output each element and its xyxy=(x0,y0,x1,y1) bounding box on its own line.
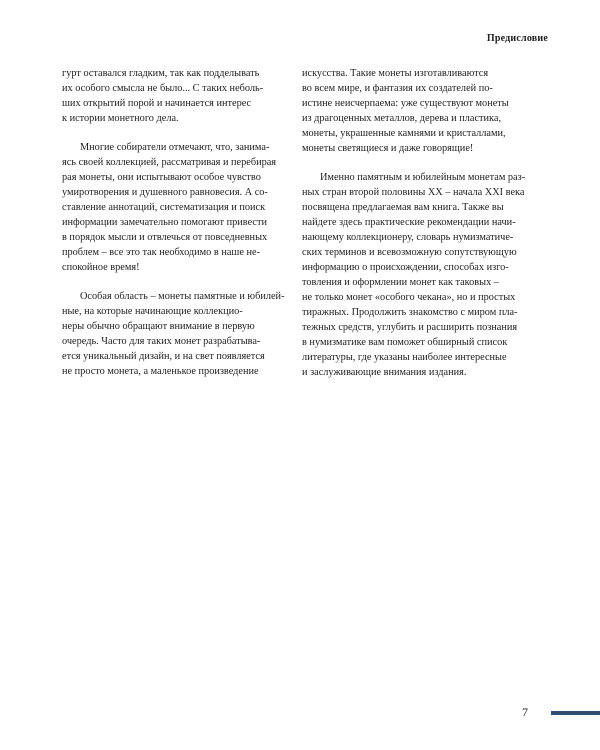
paragraph: гурт оставался гладким, так как подделывать их особого смысла не было... С таких неболь- ших открытий порой и начинается интерес к истории монетного дела. xyxy=(62,68,264,124)
right-text-column xyxy=(302,66,528,394)
paragraph: Особая область – монеты памятные и юбилей- ные, на которые начинающие коллекцио- неры обычно обращают внимание в первую очередь. Часто для таких монет разрабатыва- ется уникальный дизайн, и на свет появляется не просто монета, а маленькое произведение xyxy=(62,291,285,377)
paragraph: Многие собиратели отмечают, что, занима- ясь своей коллекцией, рассматривая и перебирая рая монеты, они испытывают особое чувство умиротворения и душевного равновесия. А со- ставление аннотаций, систематизация и поиск информации замечательно помогают привести в порядок мысли и отвлечься от повседневных проблем – все это так необходимо в наше не- спокойное время! xyxy=(62,142,277,273)
left-text-column xyxy=(62,66,288,393)
paragraph: Именно памятным и юбилейным монетам раз- ных стран второй половины XX – начала XXI века посвящена предлагаемая вам книга. Также вы найдете здесь практические рекомендации начи- нающему коллекционеру, словарь нумизматиче- ских терминов и всевозможную сопутствующую информацию о происхождении, способах изго- товления и оформлении монет как таковых – не только монет «особого чекана», но и простых тиражных. Продолжить знакомство с миром пла- тежных средств, углубить и расширить познания в нумизматике вам поможет обширный список литературы, где указаны наиболее интересные и заслуживающие внимания издания. xyxy=(302,172,526,378)
running-title: Предисловие xyxy=(486,33,548,44)
paragraph: искусства. Такие монеты изготавливаются во всем мире, и фантазия их создателей по- истине неисчерпаема: уже существуют монеты из драгоценных металлов, дерева и пластика, монеты, украшенные камнями и кристаллами, монеты светящиеся и даже говорящие! xyxy=(302,68,509,154)
page-number: 7 xyxy=(522,705,528,719)
folio-accent-bar xyxy=(551,711,600,715)
